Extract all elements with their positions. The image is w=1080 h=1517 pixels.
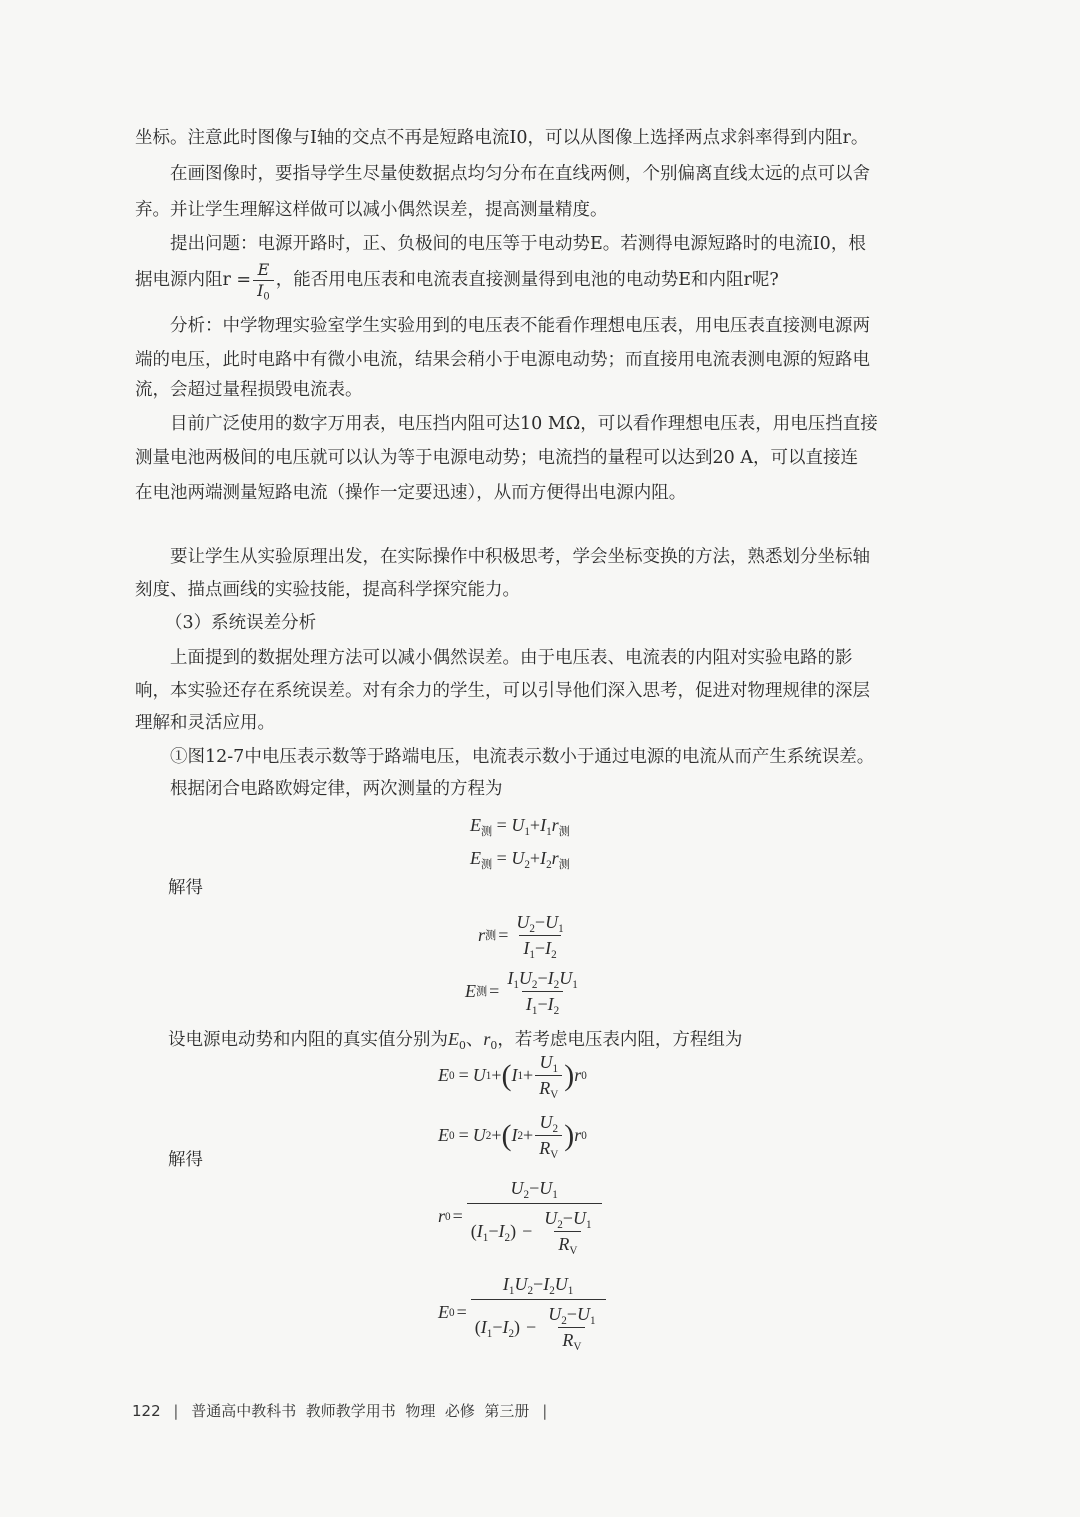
- var-u: U: [510, 1178, 524, 1198]
- text-segment: ，若考虑电压表内阻，方程组为: [497, 1030, 743, 1050]
- heading-text: （3）系统误差分析: [165, 613, 317, 633]
- text-segment: 根据闭合电路欧姆定律，两次测量的方程为: [170, 779, 503, 799]
- text-segment: 刻度、描点画线的实验技能，提高科学探究能力。: [135, 580, 520, 600]
- var-i: I: [257, 281, 264, 300]
- minus-sign: −: [537, 968, 548, 988]
- subscript: 1: [546, 825, 552, 838]
- text-segment: 响，本实验还存在系统误差。对有余力的学生，可以引导他们深入思考，促进对物理规律的深层: [135, 681, 870, 701]
- denominator: [253, 280, 274, 303]
- right-paren: ): [564, 1058, 575, 1092]
- divider: |: [173, 1402, 179, 1420]
- numerator: [535, 1052, 562, 1075]
- text-line: [135, 352, 870, 370]
- numerator: [540, 1208, 595, 1231]
- equation-2: [470, 848, 570, 869]
- var-i: I: [511, 1125, 518, 1145]
- subscript: 2: [546, 858, 552, 871]
- text-line: [168, 1152, 203, 1170]
- subscript: 2: [529, 922, 535, 935]
- text-line: [135, 382, 363, 400]
- minus-sign: −: [526, 1317, 537, 1337]
- subscript: 测: [558, 825, 570, 838]
- text-segment: 在画图像时，要指导学生尽量使数据点均匀分布在直线两侧，个别偏离直线太远的点可以舍: [170, 164, 870, 184]
- minus-sign: −: [492, 1317, 503, 1337]
- subscript: 1: [572, 978, 578, 991]
- var-i: I: [507, 968, 514, 988]
- text-line: 设电源电动势和内阻的真实值分别为$E_0$、$r_0$，若考虑电压表内阻，方程组为: [168, 1029, 743, 1052]
- var-i: I: [511, 1065, 518, 1085]
- numerator: [544, 1304, 599, 1327]
- subscript: V: [550, 1148, 559, 1161]
- text-line: [170, 318, 870, 336]
- var-r-cap: R: [539, 1078, 551, 1098]
- equals-sign: =: [489, 981, 500, 1001]
- text-segment: 在电池两端测量短路电流（操作一定要迅速），从而方便得出电源内阻。: [135, 483, 687, 503]
- text-line: [135, 260, 779, 303]
- subscript: 测: [558, 858, 570, 871]
- subscript: 测: [481, 858, 493, 871]
- plus-sign: +: [491, 1065, 502, 1085]
- paren-group: $(I_1-I_2)$: [470, 1221, 517, 1244]
- subscript: 0: [263, 291, 270, 303]
- denominator: [554, 1231, 581, 1255]
- text-line: [135, 202, 608, 220]
- fraction-e-over-i0: [253, 260, 274, 303]
- text-line: [170, 749, 874, 767]
- denominator: [519, 935, 560, 959]
- paren-group: $(I_1-I_2)$: [474, 1317, 521, 1340]
- text-segment: 分析：中学物理实验室学生实验用到的电压表不能看作理想电压表，用电压表直接测电源两: [170, 316, 870, 336]
- compound-fraction: [467, 1178, 602, 1255]
- var-r: r: [574, 1065, 582, 1085]
- left-paren: (: [501, 1058, 512, 1092]
- subscript: 2: [504, 1231, 511, 1244]
- var-u: U: [539, 1178, 553, 1198]
- equals-sign: =: [456, 1302, 467, 1322]
- subscript: 2: [553, 978, 560, 991]
- subscript: 1: [531, 1004, 538, 1017]
- text-segment: 据电源内阻r =: [135, 269, 252, 290]
- equation-r-measured: r 测 = $\frac{U_2-U_1}{I_1-I_2}$: [478, 912, 570, 959]
- subscript: 2: [524, 858, 530, 871]
- var-u: U: [511, 815, 525, 835]
- numerator: [506, 1178, 561, 1203]
- numerator: [499, 1274, 577, 1299]
- text-line: [135, 683, 870, 701]
- plus-sign: +: [529, 815, 541, 835]
- text-segment: 设电源电动势和内阻的真实值分别为: [168, 1030, 448, 1050]
- plus-sign: +: [523, 1125, 534, 1145]
- subscript: 1: [513, 978, 519, 991]
- page-footer: [132, 1400, 555, 1421]
- subscript: 2: [523, 1188, 530, 1201]
- numerator: [535, 1112, 562, 1135]
- subscript: 2: [553, 1004, 560, 1017]
- var-u: U: [545, 912, 559, 932]
- var-i: I: [476, 1221, 483, 1241]
- equals-sign: =: [496, 848, 507, 868]
- subscript: 2: [557, 1218, 563, 1231]
- subscript: 1: [529, 948, 535, 961]
- text-line: [135, 130, 868, 148]
- left-paren: (: [501, 1118, 512, 1152]
- fraction: [535, 1112, 562, 1159]
- minus-sign: −: [488, 1221, 499, 1241]
- minus-sign: −: [529, 1178, 540, 1198]
- section-heading: [165, 615, 316, 633]
- right-paren: ): [564, 1118, 575, 1152]
- text-segment: 弃。并让学生理解这样做可以减小偶然误差，提高测量精度。: [135, 200, 608, 220]
- var-i: I: [502, 1274, 509, 1294]
- var-i: I: [547, 994, 554, 1014]
- var-e: E: [438, 1125, 449, 1145]
- var-r: r: [574, 1125, 582, 1145]
- var-i: I: [547, 968, 554, 988]
- text-line: [168, 880, 203, 898]
- var-e: E: [465, 981, 476, 1001]
- subscript: 2: [551, 948, 557, 961]
- minus-sign: −: [534, 912, 546, 932]
- var-r: r: [551, 848, 559, 868]
- subscript: V: [550, 1088, 559, 1101]
- fraction: [540, 1208, 595, 1255]
- subscript: 0: [490, 1038, 498, 1052]
- compound-fraction: [471, 1274, 606, 1351]
- subscript: 1: [589, 1314, 596, 1327]
- var-i: I: [540, 848, 547, 868]
- subscript: 1: [585, 1218, 592, 1231]
- subscript: 2: [561, 1314, 567, 1327]
- text-segment: 上面提到的数据处理方法可以减小偶然误差。由于电压表、电流表的内阻对实验电路的影: [170, 648, 853, 668]
- var-i: I: [543, 1274, 550, 1294]
- var-e: E: [438, 1302, 449, 1322]
- text-segment: 解得: [168, 878, 203, 898]
- text-line: [170, 549, 870, 567]
- subscript: 测: [481, 825, 493, 838]
- var-u: U: [539, 1052, 553, 1072]
- equation-1: [470, 815, 570, 836]
- subscript: 0: [459, 1038, 466, 1052]
- var-u: U: [544, 1208, 558, 1228]
- subscript: 1: [552, 1188, 558, 1201]
- subscript: 1: [552, 1062, 559, 1075]
- var-i: I: [480, 1317, 487, 1337]
- subscript: V: [573, 1340, 582, 1353]
- text-segment: 测量电池两极间的电压就可以认为等于电源电动势；电流挡的量程可以达到20 A，可以直接连: [135, 448, 858, 468]
- denominator: [535, 1135, 562, 1159]
- var-u: U: [559, 968, 573, 988]
- var-e: E: [438, 1065, 449, 1085]
- var-u: U: [516, 912, 530, 932]
- var-r: r: [551, 815, 559, 835]
- fraction: [544, 1304, 599, 1351]
- var-u: U: [539, 1112, 553, 1132]
- minus-sign: −: [534, 938, 546, 958]
- var-i: I: [502, 1317, 509, 1337]
- var-r-cap: R: [539, 1138, 551, 1158]
- var-i: I: [523, 938, 530, 958]
- subscript: 1: [508, 1284, 515, 1297]
- text-line: [170, 236, 866, 254]
- subscript: 2: [527, 1284, 534, 1297]
- minus-sign: −: [562, 1208, 573, 1228]
- equals-sign: =: [498, 925, 509, 945]
- text-line: [170, 650, 853, 668]
- fraction: [503, 968, 581, 1015]
- equation-e0: E 0 = $I_1U_2-I_2U_1$ $(I_1-I_2)$ − $\frac{U_2-U_1}{R_V}$: [438, 1274, 608, 1351]
- var-r: r: [483, 1029, 491, 1049]
- var-i: I: [545, 938, 552, 958]
- equation-r0: r 0 = $U_2-U_1$ $(I_1-I_2)$ − $\frac{U_2-U_1}{R_V}$: [438, 1178, 604, 1255]
- subscript: 1: [486, 1327, 493, 1340]
- var-u: U: [572, 1208, 586, 1228]
- divider: |: [542, 1402, 548, 1420]
- text-segment: 提出问题：电源开路时，正、负极间的电压等于电动势E。若测得电源短路时的电流I0，根: [170, 234, 866, 254]
- text-segment: 解得: [168, 1150, 203, 1170]
- fraction: [512, 912, 567, 959]
- var-e: E: [470, 848, 481, 868]
- text-line: [170, 416, 878, 434]
- text-segment: 要让学生从实验原理出发，在实际操作中积极思考，学会坐标变换的方法，熟悉划分坐标轴: [170, 547, 870, 567]
- numerator: [512, 912, 567, 935]
- book-title: 普通高中教科书 教师教学用书 物理 必修 第三册: [191, 1402, 530, 1420]
- text-line: [135, 582, 520, 600]
- var-u: U: [554, 1274, 568, 1294]
- var-e: E: [470, 815, 481, 835]
- subscript: 1: [482, 1231, 489, 1244]
- text-segment: ，能否用电压表和电流表直接测量得到电池的电动势E和内阻r呢?: [275, 269, 779, 290]
- subscript: 2: [508, 1327, 515, 1340]
- text-line: [135, 485, 686, 503]
- plus-sign: +: [491, 1125, 502, 1145]
- page-number: 122: [132, 1402, 161, 1420]
- denominator: [522, 991, 563, 1015]
- text-line: [135, 450, 858, 468]
- minus-sign: −: [522, 1221, 533, 1241]
- var-r-cap: R: [562, 1330, 574, 1350]
- text-segment: 目前广泛使用的数字万用表，电压挡内阻可达10 MΩ，可以看作理想电压表，用电压挡直接: [170, 414, 878, 434]
- subscript: 1: [567, 1284, 574, 1297]
- var-e: E: [448, 1029, 459, 1049]
- numerator: [503, 968, 581, 991]
- var-u: U: [514, 1274, 528, 1294]
- text-segment: 理解和灵活应用。: [135, 713, 275, 733]
- var-r: r: [478, 925, 486, 945]
- equals-sign: =: [458, 1065, 469, 1085]
- var-u: U: [511, 848, 525, 868]
- plus-sign: +: [523, 1065, 534, 1085]
- var-r: r: [438, 1206, 446, 1226]
- minus-sign: −: [566, 1304, 577, 1324]
- equation-system-1: E 0 = U 1 + ( I 1 + $\frac{U_1}{R_V}$ ) r 0: [438, 1052, 587, 1101]
- denominator: [558, 1327, 585, 1351]
- denominator: [471, 1299, 606, 1351]
- text-segment: 坐标。注意此时图像与I轴的交点不再是短路电流I0，可以从图像上选择两点求斜率得到内阻r。: [135, 128, 869, 148]
- var-r-cap: R: [558, 1234, 570, 1254]
- var-i: I: [498, 1221, 505, 1241]
- var-u: U: [548, 1304, 562, 1324]
- equation-system-2: E 0 = U 2 + ( I 2 + $\frac{U_2}{R_V}$ ) r 0: [438, 1112, 587, 1161]
- subscript: 2: [552, 1122, 559, 1135]
- var-u: U: [472, 1065, 486, 1085]
- plus-sign: +: [529, 848, 541, 868]
- subscript: 2: [531, 978, 538, 991]
- text-line: [135, 715, 275, 733]
- minus-sign: −: [533, 1274, 544, 1294]
- subscript: 2: [549, 1284, 555, 1297]
- var-u: U: [576, 1304, 590, 1324]
- subscript: V: [569, 1244, 578, 1257]
- var-u: U: [518, 968, 532, 988]
- text-line: [170, 781, 503, 799]
- denominator: [467, 1203, 602, 1255]
- var-u: U: [472, 1125, 486, 1145]
- subscript: 1: [524, 825, 530, 838]
- fraction: [535, 1052, 562, 1099]
- text-segment: 端的电压，此时电路中有微小电流，结果会稍小于电源电动势；而直接用电流表测电源的短路电: [135, 350, 870, 370]
- subscript: 1: [558, 922, 564, 935]
- equals-sign: =: [452, 1206, 463, 1226]
- equals-sign: =: [458, 1125, 469, 1145]
- text-segment: 流，会超过量程损毁电流表。: [135, 380, 363, 400]
- equation-e-measured: E 测 = $\frac{I_1U_2-I_2U_1}{I_1-I_2}$: [465, 968, 584, 1015]
- text-segment: ①图12-7中电压表示数等于路端电压，电流表示数小于通过电源的电流从而产生系统误差。: [170, 747, 875, 767]
- numerator: E: [257, 260, 270, 279]
- minus-sign: −: [537, 994, 548, 1014]
- denominator: [535, 1075, 562, 1099]
- var-i: I: [540, 815, 547, 835]
- text-line: [170, 166, 870, 184]
- var-i: I: [525, 994, 532, 1014]
- equals-sign: =: [496, 815, 507, 835]
